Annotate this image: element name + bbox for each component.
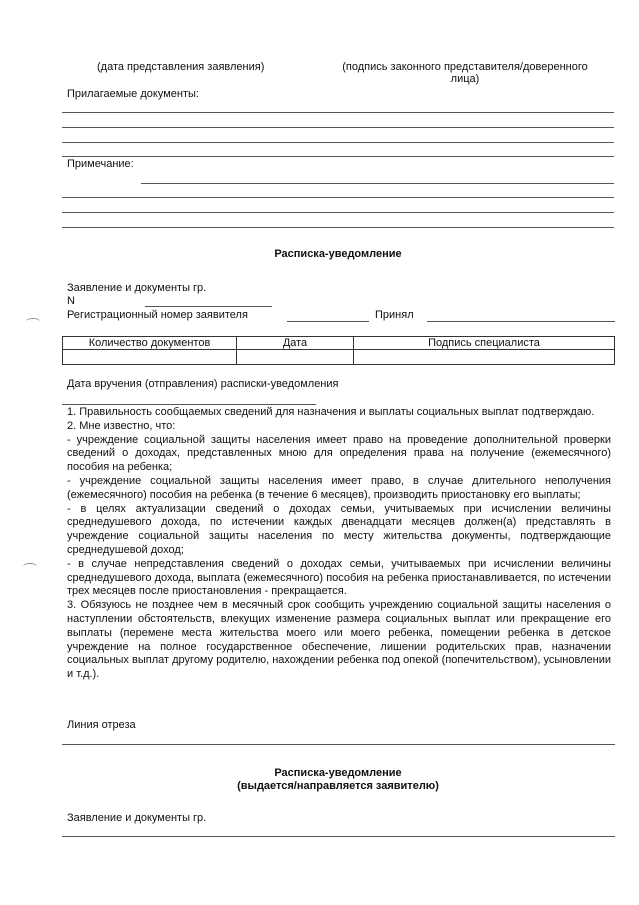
clause-2c: - в целях актуализации сведений о доходах семьи, учитываемых при исчислении величины среднедушевого дохода, по истечении каждых двенадцати месяцев должен(а) представлять в учреждение социальной защиты населения по месту жительства документы, подтверждающие среднедушевой доход; (67, 502, 611, 556)
note-line-2[interactable] (62, 197, 614, 198)
receipt2-statement-field[interactable] (62, 836, 615, 837)
note-label: Примечание: (67, 158, 134, 170)
clause-2: 2. Мне известно, что: (67, 419, 176, 432)
note-line-3[interactable] (62, 212, 614, 213)
note-line-4[interactable] (62, 227, 614, 228)
table-cell-signature[interactable] (354, 350, 615, 365)
clause-2d: - в случае непредставления сведений о доходах семьи, учитываемых при исчислении величины среднедушевого дохода, выплата (ежемесячного) пособия на ребенка приостанавливается, по истечении трех месяцев после приостановления - прекращается. (67, 557, 611, 598)
signature-caption (326, 61, 604, 85)
clause-3: 3. Обязуюсь не позднее чем в месячный срок сообщить учреждению социальной защиты населения о наступлении обстоятельств, влекущих изменение размера социальных выплат или прекращение его выплаты (перемене места жительства моего или моего ребенка, помещении ребенка в детское учреждение на полное государственное обеспечение, лишении родительских прав, назначении социальных выплат другому родителю, нахождении ребенка под опекой (попечительством), усыновлении и т.д.). (67, 599, 611, 681)
receipt2-subtitle: (выдается/направляется заявителю) (237, 780, 439, 792)
documents-table (62, 336, 615, 365)
receipt2-statement-label: Заявление и документы гр. (67, 812, 207, 824)
reg-number-label: Регистрационный номер заявителя (67, 309, 248, 321)
statement-label: Заявление и документы гр. (67, 282, 207, 294)
attachments-label: Прилагаемые документы: (67, 88, 199, 100)
receipt-title: Расписка-уведомление (274, 248, 402, 260)
attachments-line-1[interactable] (62, 112, 614, 113)
delivery-date-label: Дата вручения (отправления) расписки-уведомления (67, 378, 339, 390)
delivery-date-field[interactable] (62, 404, 316, 405)
table-header-row (63, 337, 615, 350)
clause-2a: - учреждение социальной защиты населения имеет право на проведение дополнительной проверки сведений о доходах, представленных мною для определения права на получение (ежемесячного) пособия на ребенка; (67, 433, 611, 474)
date-caption: (дата представления заявления) (97, 61, 265, 73)
reg-number-field[interactable] (287, 321, 369, 322)
number-field[interactable] (145, 306, 272, 307)
table-cell-date[interactable] (237, 350, 354, 365)
receipt2-header (62, 767, 614, 793)
clauses-block (67, 406, 611, 682)
note-line-1[interactable] (141, 183, 614, 184)
table-header-cell: Подпись специалиста (354, 337, 615, 350)
table-header-cell: Количество документов (63, 337, 237, 350)
signature-caption-line2: лица) (450, 73, 480, 85)
table-row (63, 350, 615, 365)
cut-line-label: Линия отреза (67, 719, 136, 731)
attachments-line-4[interactable] (62, 156, 614, 157)
table-cell-quantity[interactable] (63, 350, 237, 365)
scan-mark (26, 318, 40, 325)
number-label: N (67, 295, 75, 307)
attachments-line-2[interactable] (62, 127, 614, 128)
table-header-cell: Дата (237, 337, 354, 350)
cut-line (62, 744, 615, 745)
receipt2-title: Расписка-уведомление (274, 767, 402, 779)
attachments-line-3[interactable] (62, 142, 614, 143)
accepted-label: Принял (375, 309, 414, 321)
clause-2b: - учреждение социальной защиты населения имеет право, в случае длительного неполучения (ежемесячного) пособия на ребенка (в течение 6 месяцев), производить приостановку его выплаты; (67, 474, 611, 501)
clause-1: 1. Правильность сообщаемых сведений для назначения и выплаты социальных выплат подтверждаю. (67, 406, 595, 418)
accepted-field[interactable] (427, 321, 615, 322)
scan-mark (23, 563, 37, 570)
signature-caption-line1: (подпись законного представителя/доверенного (342, 61, 588, 73)
